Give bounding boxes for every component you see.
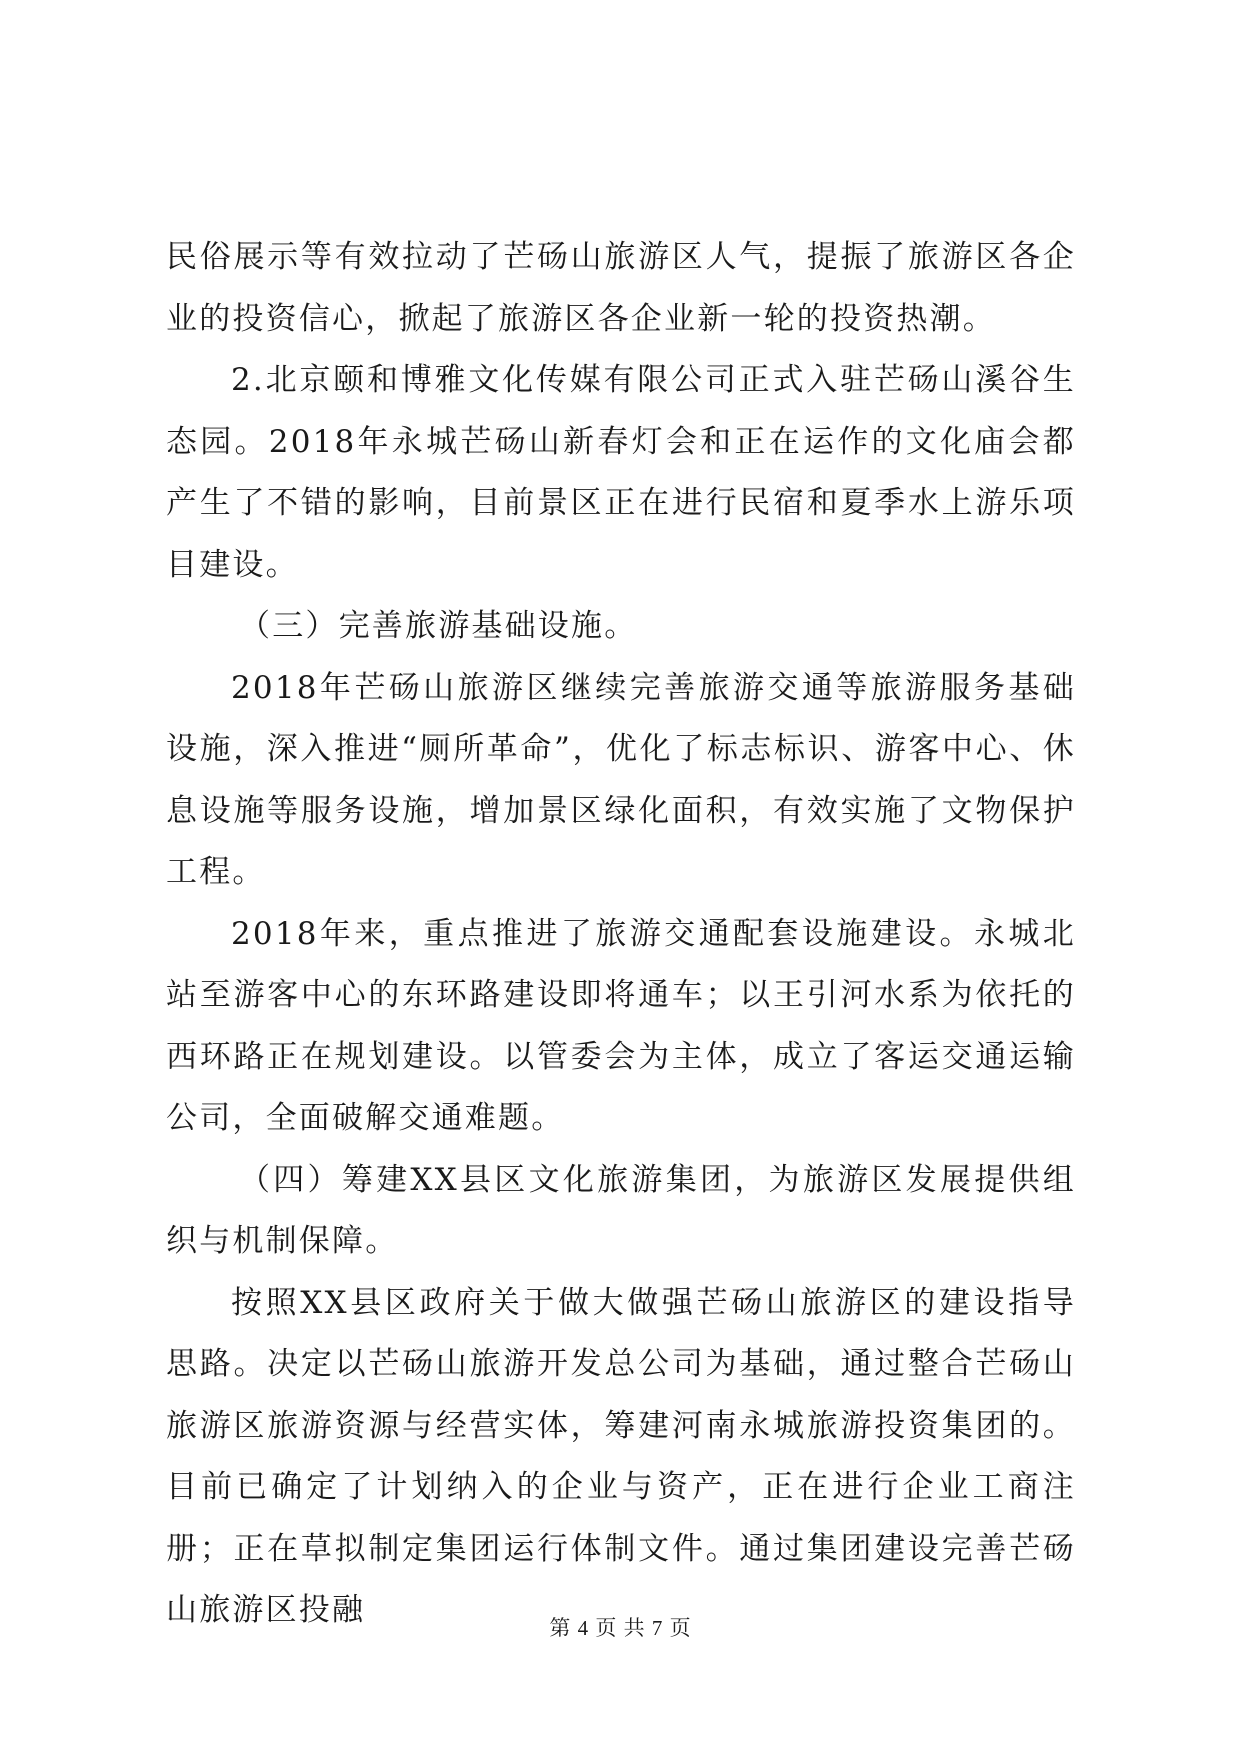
- section-heading-3: （三）完善旅游基础设施。: [239, 608, 638, 644]
- paragraph-continuation: 民俗展示等有效拉动了芒砀山旅游区人气，提振了旅游区各企业的投资信心，掀起了旅游区各企业新一轮的投资热潮。: [166, 239, 1076, 337]
- page-number-footer: 第 4 页 共 7 页: [549, 1616, 692, 1640]
- section-heading-4: （四）筹建XX县区文化旅游集团，为旅游区发展提供组织与机制保障。: [166, 1161, 1076, 1259]
- paragraph-tourism-group: 按照XX县区政府关于做大做强芒砀山旅游区的建设指导思路。决定以芒砀山旅游开发总公司为基础，通过整合芒砀山旅游区旅游资源与经营实体，筹建河南永城旅游投资集团的。目前已确定了计划纳入的企业与资产，正在进行企业工商注册；正在草拟制定集团运行体制文件。通过集团建设完善芒砀山旅游区投融: [166, 1284, 1076, 1628]
- paragraph-transport: 2018年来，重点推进了旅游交通配套设施建设。永城北站至游客中心的东环路建设即将通车；以王引河水系为依托的西环路正在规划建设。以管委会为主体，成立了客运交通运输公司，全面破解交通难题。: [166, 915, 1076, 1136]
- document-body: [166, 227, 1076, 1642]
- paragraph-item-2: 2.北京颐和博雅文化传媒有限公司正式入驻芒砀山溪谷生态园。2018年永城芒砀山新春灯会和正在运作的文化庙会都产生了不错的影响，目前景区正在进行民宿和夏季水上游乐项目建设。: [166, 362, 1076, 583]
- paragraph-infrastructure: 2018年芒砀山旅游区继续完善旅游交通等旅游服务基础设施，深入推进“厕所革命”，优化了标志标识、游客中心、休息设施等服务设施，增加景区绿化面积，有效实施了文物保护工程。: [166, 669, 1076, 890]
